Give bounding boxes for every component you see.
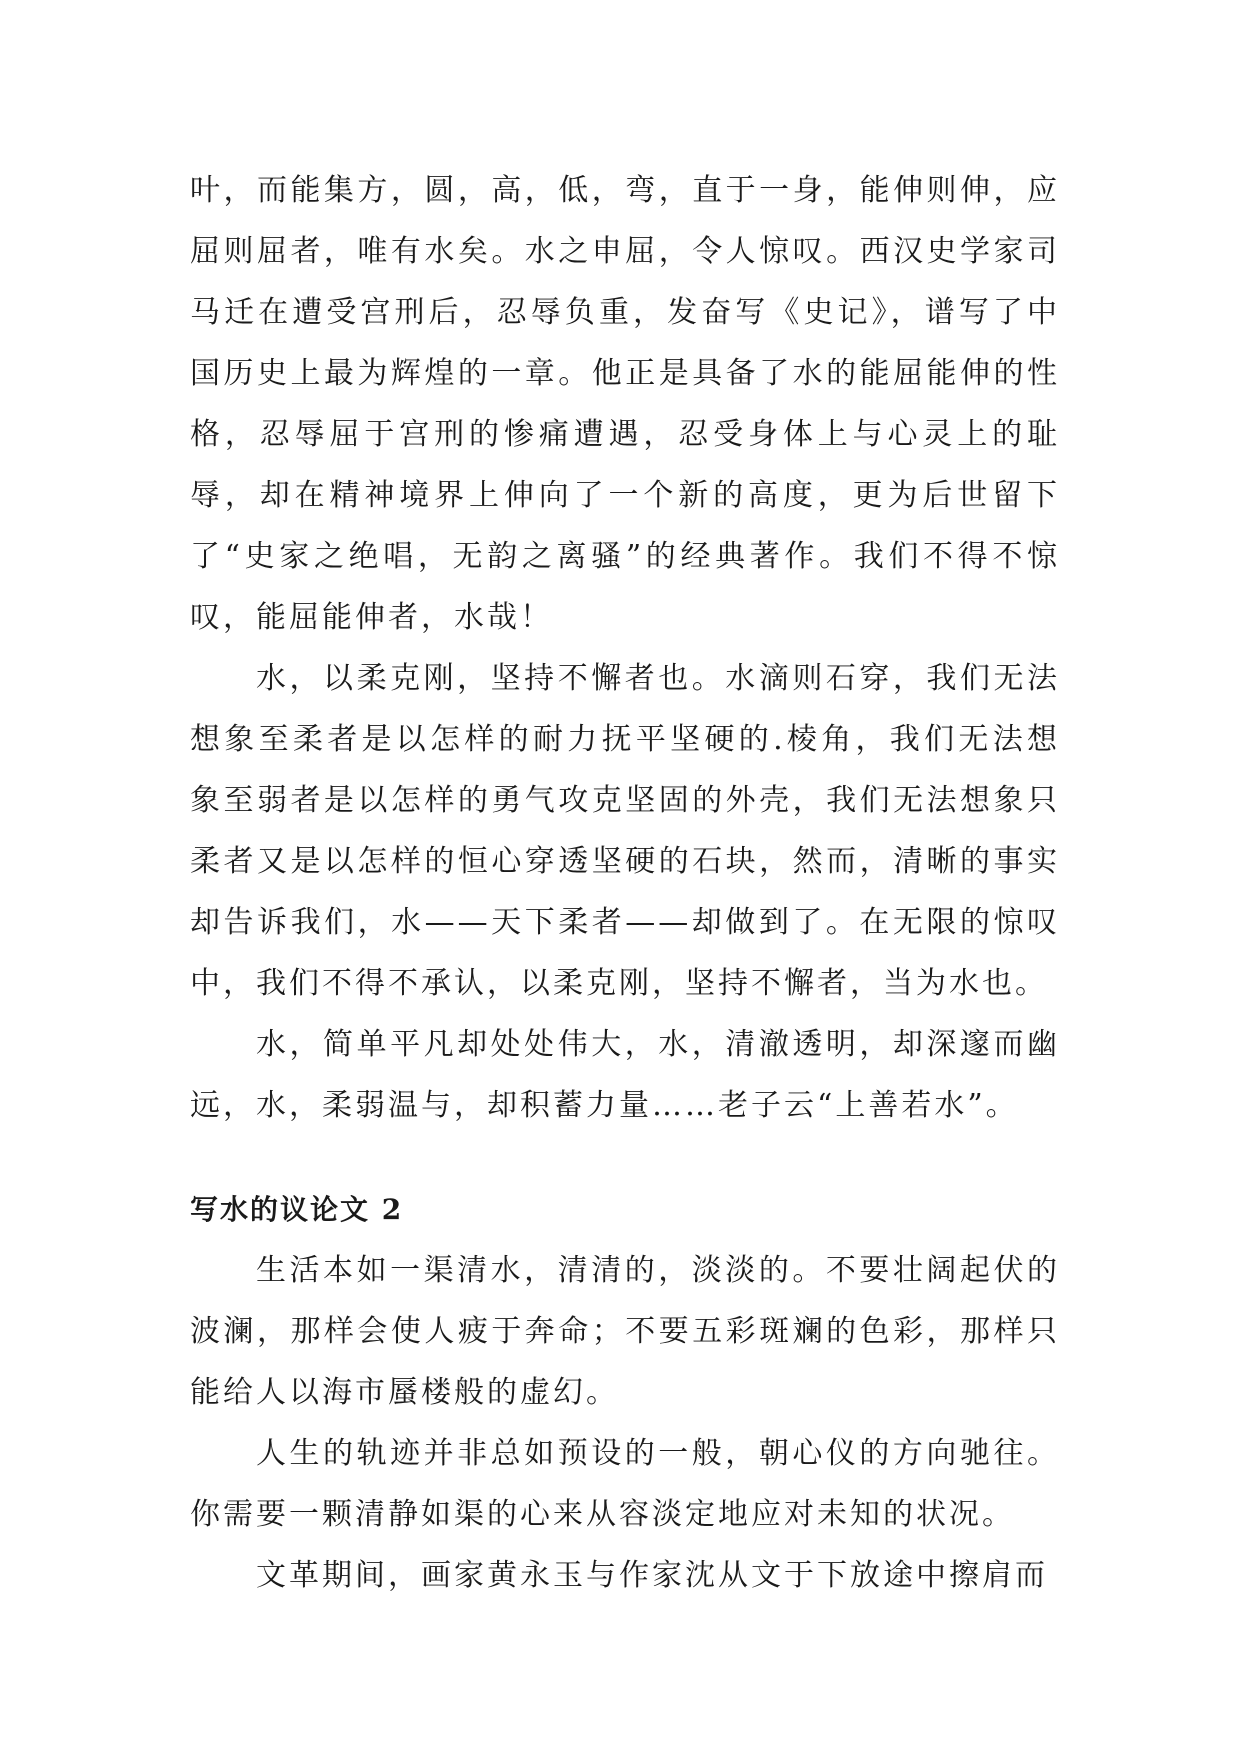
paragraph-6: 文革期间，画家黄永玉与作家沈从文于下放途中擦肩而: [256, 1558, 1048, 1593]
paragraph-1: 叶，而能集方，圆，高，低，弯，直于一身，能伸则伸，应屈则屈者，唯有水矣。水之申屈，令人惊叹。西汉史学家司马迁在遭受宫刑后，忍辱负重，发奋写《史记》，谱写了中国历史上最为辉煌的一章。他正是具备了水的能屈能伸的性格，忍辱屈于宫刑的惨痛遭遇，忍受身体上与心灵上的耻辱，却在精神境界上伸向了一个新的高度，更为后世留下了“史家之绝唱，无韵之离骚”的经典著作。我们不得不惊叹，能屈能伸者，水哉！: [190, 173, 1060, 635]
paragraph-4: 生活本如一渠清水，清清的，淡淡的。不要壮阔起伏的波澜，那样会使人疲于奔命；不要五彩斑斓的色彩，那样只能给人以海市蜃楼般的虚幻。: [190, 1253, 1060, 1410]
section-heading: 写水的议论文 2: [190, 1193, 404, 1226]
paragraph-2: 水，以柔克刚，坚持不懈者也。水滴则石穿，我们无法想象至柔者是以怎样的耐力抚平坚硬的.棱角，我们无法想象至弱者是以怎样的勇气攻克坚固的外壳，我们无法想象只柔者又是以怎样的恒心穿透坚硬的石块，然而，清晰的事实却告诉我们，水——天下柔者——却做到了。在无限的惊叹中，我们不得不承认，以柔克刚，坚持不懈者，当为水也。: [190, 661, 1060, 1001]
paragraph-3: 水，简单平凡却处处伟大，水，清澈透明，却深邃而幽远，水，柔弱温与，却积蓄力量……老子云“上善若水”。: [190, 1027, 1060, 1123]
document-body: [190, 160, 1060, 1606]
paragraph-5: 人生的轨迹并非总如预设的一般，朝心仪的方向驰往。你需要一颗清静如渠的心来从容淡定地应对未知的状况。: [190, 1436, 1060, 1532]
